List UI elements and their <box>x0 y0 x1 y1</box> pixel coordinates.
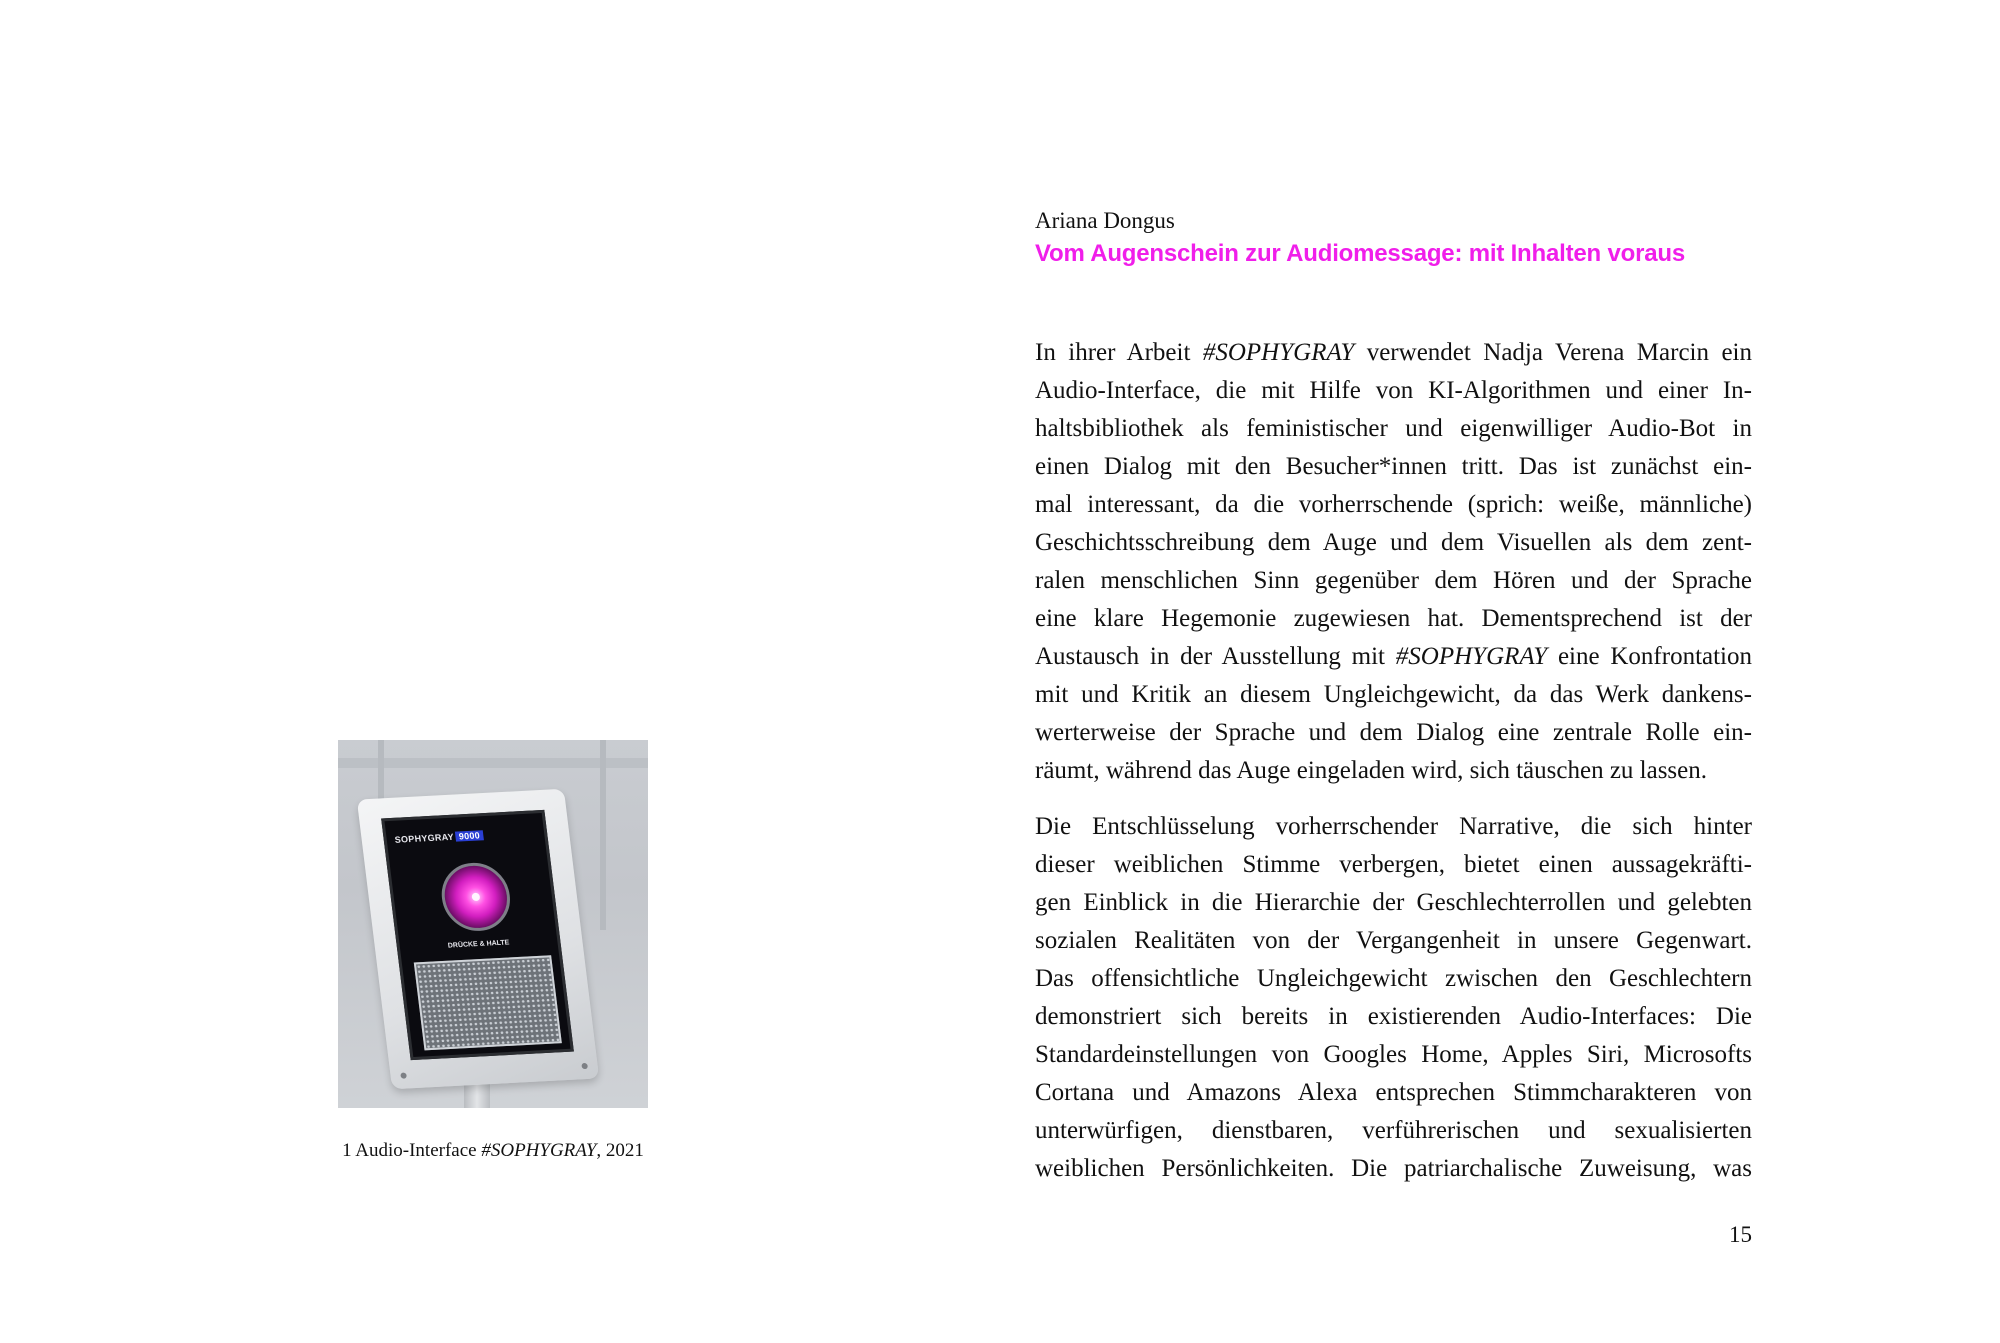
text-line: gen Einblick in die Hierarchie der Geschlechterrollen und gelebten <box>1035 889 1752 916</box>
photo-wall-edge <box>600 740 606 930</box>
screw-icon <box>581 1063 588 1069</box>
caption-suffix: , 2021 <box>596 1140 644 1161</box>
screen-title-badge: 9000 <box>455 830 483 841</box>
screen-title-text: SOPHYGRAY <box>394 831 455 845</box>
text-line: weiblichen Persönlichkeiten. Die patriarchalische Zuweisung, was <box>1035 1155 1752 1182</box>
text-line: Das offensichtliche Ungleichgewicht zwischen den Geschlechtern <box>1035 965 1752 992</box>
device-frame <box>357 789 599 1089</box>
screw-icon <box>400 1072 407 1078</box>
text-line: eine klare Hegemonie zugewiesen hat. Dementsprechend ist der <box>1035 605 1752 632</box>
author-name: Ariana Dongus <box>1035 208 1175 233</box>
text-line: unterwürfigen, dienstbaren, verführerischen und sexualisierten <box>1035 1117 1752 1144</box>
figure-caption <box>338 1140 648 1162</box>
text-line: mit und Kritik an diesem Ungleichgewicht, da das Werk dankens- <box>1035 681 1752 708</box>
text-line: dieser weiblichen Stimme verbergen, bietet einen aussagekräfti- <box>1035 851 1752 878</box>
paragraph-2 <box>1035 808 1752 1188</box>
photo-audio-interface <box>338 740 648 1108</box>
text-line: ralen menschlichen Sinn gegenüber dem Hören und der Sprache <box>1035 567 1752 594</box>
text-line: demonstriert sich bereits in existierenden Audio-Interfaces: Die <box>1035 1003 1752 1030</box>
text-line: Standardeinstellungen von Googles Home, Apples Siri, Microsofts <box>1035 1041 1752 1068</box>
text-line: Geschichtsschreibung dem Auge und dem Visuellen als dem zent- <box>1035 529 1752 556</box>
figure-photo <box>338 740 648 1108</box>
speaker-grille <box>414 955 562 1050</box>
text-line: werterweise der Sprache und dem Dialog eine zentrale Rolle ein- <box>1035 719 1752 746</box>
text-line: Die Entschlüsselung vorherrschender Narrative, die sich hinter <box>1035 813 1752 840</box>
text-line: sozialen Realitäten von der Vergangenheit in unsere Gegenwart. <box>1035 927 1752 954</box>
eye-core <box>471 893 480 901</box>
caption-italic: #SOPHYGRAY <box>481 1140 597 1161</box>
text-line: haltsbibliothek als feministischer und eigenwilliger Audio-Bot in <box>1035 415 1752 442</box>
paragraph-1 <box>1035 334 1752 790</box>
paragraph-gap <box>1035 790 1752 808</box>
article-title: Vom Augenschein zur Audiomessage: mit Inhalten voraus <box>1035 240 1685 267</box>
caption-prefix: 1 Audio-Interface <box>342 1140 482 1161</box>
page-number: 15 <box>1729 1222 1752 1247</box>
pink-eye-icon <box>438 861 514 932</box>
screen-title <box>394 830 483 845</box>
text-line: mal interessant, da die vorherrschende (sprich: weiße, männliche) <box>1035 491 1752 518</box>
text-line: räumt, während das Auge eingeladen wird, sich täuschen zu lassen. <box>1035 757 1708 784</box>
press-and-hold-label: DRÜCKE & HALTE <box>447 939 510 950</box>
article-body <box>1035 334 1752 1188</box>
text-line: Austausch in der Ausstellung mit #SOPHYGRAY eine Konfrontation <box>1035 643 1753 670</box>
text-line: einen Dialog mit den Besucher*innen tritt. Das ist zunächst ein- <box>1035 453 1752 480</box>
text-line: In ihrer Arbeit #SOPHYGRAY verwendet Nadja Verena Marcin ein <box>1035 339 1752 366</box>
device-screen <box>381 810 574 1060</box>
text-line: Audio-Interface, die mit Hilfe von KI-Algorithmen und einer In- <box>1035 377 1752 404</box>
text-line: Cortana und Amazons Alexa entsprechen Stimmcharakteren von <box>1035 1079 1752 1106</box>
